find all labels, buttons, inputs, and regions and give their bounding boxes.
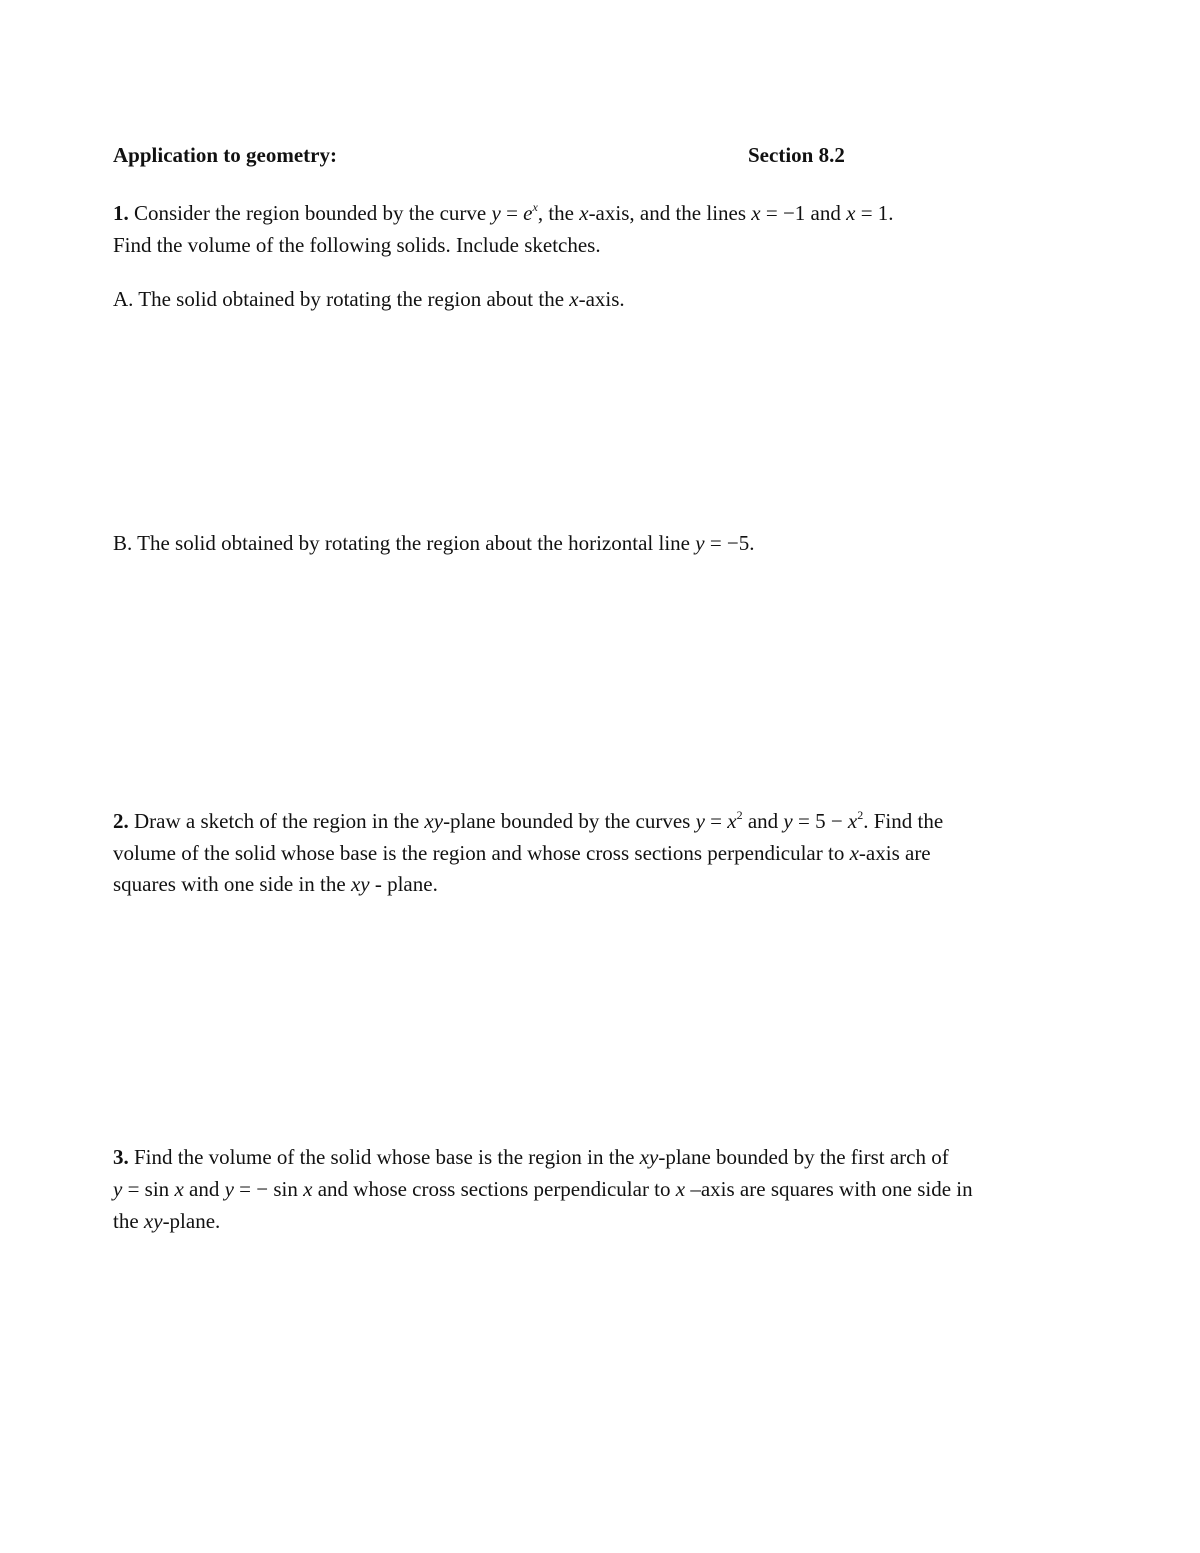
part-b-text: .: [749, 531, 755, 555]
math-var: x: [579, 201, 589, 225]
math-var: x: [569, 287, 579, 311]
math-var: y: [783, 809, 793, 833]
math-op: = 1: [855, 201, 889, 225]
math-op: = − sin: [233, 1177, 304, 1201]
math-var: y: [224, 1177, 234, 1201]
problem-2-text: - plane.: [369, 872, 438, 896]
math-var: x: [675, 1177, 686, 1201]
math-var: x: [174, 1177, 184, 1201]
problem-2-text: Draw a sketch of the region in the: [128, 809, 425, 833]
problem-2-line-2: [113, 840, 931, 866]
problem-3-line-2: [113, 1176, 973, 1202]
math-exponent: 2: [736, 808, 743, 822]
math-var: x: [303, 1177, 313, 1201]
math-var: x: [847, 809, 858, 833]
problem-3-text: and: [183, 1177, 225, 1201]
math-var: y: [113, 1177, 123, 1201]
problem-1-text: Consider the region bounded by the curve: [128, 201, 492, 225]
problem-1-instruction: Find the volume of the following solids. Include sketches.: [113, 233, 601, 257]
math-var: x: [846, 201, 856, 225]
problem-2-line-1: [113, 808, 943, 834]
problem-2-text: . Find the: [863, 809, 944, 833]
problem-1-part-a: [113, 286, 625, 312]
part-a-text: A. The solid obtained by rotating the region about the: [113, 287, 570, 311]
problem-3-text: -plane bounded by the first arch of: [658, 1145, 949, 1169]
problem-1-number: 1.: [113, 201, 129, 225]
math-op: =: [500, 201, 524, 225]
math-exponent: 2: [857, 808, 864, 822]
math-var: x: [751, 201, 761, 225]
problem-1-text: -axis, and the lines: [588, 201, 752, 225]
math-var: x: [727, 809, 737, 833]
problem-2-text: squares with one side in the: [113, 872, 351, 896]
problem-1-text: , the: [537, 201, 580, 225]
problem-1-text: and: [805, 201, 847, 225]
math-op: = −5: [704, 531, 750, 555]
problem-3-text: the: [113, 1209, 144, 1233]
math-op: = 5 −: [792, 809, 848, 833]
math-exponent: x: [532, 200, 538, 214]
problem-2-text: -plane bounded by the curves: [443, 809, 696, 833]
math-var: y: [695, 531, 705, 555]
problem-3-text: -plane.: [162, 1209, 221, 1233]
problem-1-text: .: [888, 201, 894, 225]
problem-2-number: 2.: [113, 809, 129, 833]
problem-3-line-1: [113, 1144, 949, 1170]
problem-3-line-3: [113, 1208, 220, 1234]
math-var: xy: [424, 809, 444, 833]
math-op: = −1: [760, 201, 806, 225]
problem-3-text: –axis are squares with one side in: [685, 1177, 973, 1201]
problem-3-text: and whose cross sections perpendicular to: [312, 1177, 676, 1201]
math-var: x: [849, 841, 859, 865]
math-var: xy: [350, 872, 370, 896]
part-b-text: B. The solid obtained by rotating the region about the horizontal line: [113, 531, 696, 555]
problem-3-number: 3.: [113, 1145, 129, 1169]
math-var: y: [491, 201, 501, 225]
problem-2-text: volume of the solid whose base is the region and whose cross sections perpendicular to: [113, 841, 850, 865]
problem-1-part-b: [113, 530, 755, 556]
problem-2-text: and: [742, 809, 784, 833]
math-op: = sin: [122, 1177, 175, 1201]
problem-1-statement: [113, 200, 894, 226]
math-op: =: [704, 809, 728, 833]
problem-2-line-3: [113, 871, 438, 897]
math-var: xy: [639, 1145, 659, 1169]
part-a-text: -axis.: [578, 287, 625, 311]
worksheet-title: Application to geometry:: [113, 143, 337, 167]
problem-2-text: -axis are: [858, 841, 931, 865]
section-label: Section 8.2: [748, 143, 845, 167]
math-var: y: [695, 809, 705, 833]
problem-3-text: Find the volume of the solid whose base is the region in the: [128, 1145, 640, 1169]
math-var: e: [523, 201, 533, 225]
math-var: xy: [143, 1209, 163, 1233]
